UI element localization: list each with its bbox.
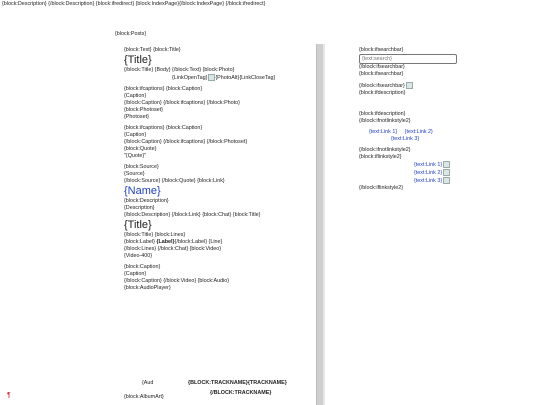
sidebar-link-2b[interactable]: {text:Link 2} [414,169,443,176]
link-name[interactable]: {Name} [124,184,161,197]
link-open-tag: {LinkOpenTag} [172,74,208,81]
search-input[interactable] [359,54,457,64]
iflinkstyle-line: {block:iflinkstyle2} [359,153,402,160]
video-line: {Video-400} [124,252,153,259]
link-row-b1 [359,161,469,169]
chat-title: {Title} [124,218,152,231]
top-template-line: {block:Description} {/block:Description} {block:ifredirect} {block:IndexPage}{/block:IndexPage} {/block:ifredirect} [2,1,266,7]
posts-block-label: {block:Posts} [115,31,147,37]
sidebar-link-2[interactable]: {text:Link 2} [404,128,433,135]
searchbar-close-line: {/block:ifsearchbar} [359,64,405,70]
notlinkstyle-line: {/block:ifnotlinkstyle2} [359,117,411,124]
photoset-block-line: {block:Photoset} [124,106,163,113]
video-caption-line: {Caption} [124,270,147,277]
post-title: {Title} [124,54,152,66]
captions-line-2: {block:ifcaptions} {block:Caption} [124,124,203,131]
video-block-line: {/block:Lines} {/block:Chat} {block:Video} [124,245,222,252]
label-value: {Label} [156,238,175,245]
scrollbar[interactable] [316,44,323,405]
notlinkstyle-close-line: {/block:ifnotlinkstyle2} [359,146,411,153]
label-close: {/block:Label} {Line} [174,238,223,245]
link-image-icon-3 [443,177,450,184]
audio-fragment: {Aud [142,380,154,386]
sidebar-link-1b[interactable]: {text:Link 1} [414,161,443,168]
posts-column [124,47,314,292]
video-caption-block-line: {block:Caption} [124,263,161,270]
link-image-icon-1 [443,161,450,168]
text-block-line: {block:Text} {block:Title} [124,47,181,53]
source-line: {Source} [124,170,145,177]
sidebar-link-3b[interactable]: {text:Link 3} [414,177,443,184]
search-image-icon [406,82,413,89]
photo-link-line [124,74,314,82]
description-block-line: {block:Description} [124,197,169,204]
audioplayer-line: {block:AudioPlayer} [124,284,171,291]
source-block-line: {block:Source} [124,163,159,170]
sidebar [359,47,469,192]
link-row-b3 [359,177,469,185]
photo-block-line: {/block:Title} {Body} {/block:Text} {block:Photo} [124,67,235,73]
caption-line-2: {Caption} [124,131,147,138]
searchbar-block-line: {block:ifsearchbar} [359,47,404,53]
caption-close-line: {/block:Caption} {/block:ifcaptions} {/block:Photo} [124,99,240,106]
albumart-line: {block:AlbumArt} [124,394,164,400]
trackname-close-line: {/BLOCK:TRACKNAME} [210,390,272,396]
links-row-1 [359,129,469,136]
chat-block-line: {/block:Description} {/block:Link} {block:Chat} {block:Title} [124,211,261,218]
photo-alt-text: {PhotoAlt}{LinkCloseTag} [215,74,276,81]
link-image-icon-2 [443,169,450,176]
label-open: {block:Label} [124,238,155,245]
scrollbar-track[interactable] [323,44,325,405]
sidebar-link-3[interactable]: {text:Link 3} [391,135,420,142]
link-row-b2 [359,169,469,177]
photoset-line: {Photoset} [124,113,149,120]
captions-line: {block:ifcaptions} {block:Caption} [124,85,203,92]
ifdescription-line: {block:ifdescription} [359,89,406,96]
lines-block-line: {/block:Title} {block:Lines} [124,231,186,238]
iflinkstyle-close-line: {/block:iflinkstyle2} [359,184,404,191]
sidebar-link-1[interactable]: {text:Link 1} [369,128,398,135]
searchbar-block-line-2: {block:ifsearchbar} [359,71,404,77]
link-block-line: {/block:Source} {/block:Quote} {block:Link} [124,177,225,184]
description-line: {Description} [124,204,155,211]
searchbar-close-line-2 [359,82,469,90]
trackname-line: {BLOCK:TRACKNAME}{TRACKNAME} [188,380,287,386]
label-line [124,239,314,246]
caption-line: {Caption} [124,92,147,99]
quote-block-line: {block:Quote} [124,145,157,152]
links-row-2 [359,136,469,143]
ifdescription-line-2: {block:ifdescription} [359,110,406,117]
caption-close-line-2: {/block:Caption} {/block:ifcaptions} {/block:Photoset} [124,138,248,145]
quote-line: "{Quote}" [124,152,147,159]
searchbar-close-text: {/block:ifsearchbar} [359,82,405,89]
audio-block-line: {/block:Caption} {/block:Video} {block:Audio} [124,277,230,284]
red-marker-icon: ¶ [7,392,11,399]
